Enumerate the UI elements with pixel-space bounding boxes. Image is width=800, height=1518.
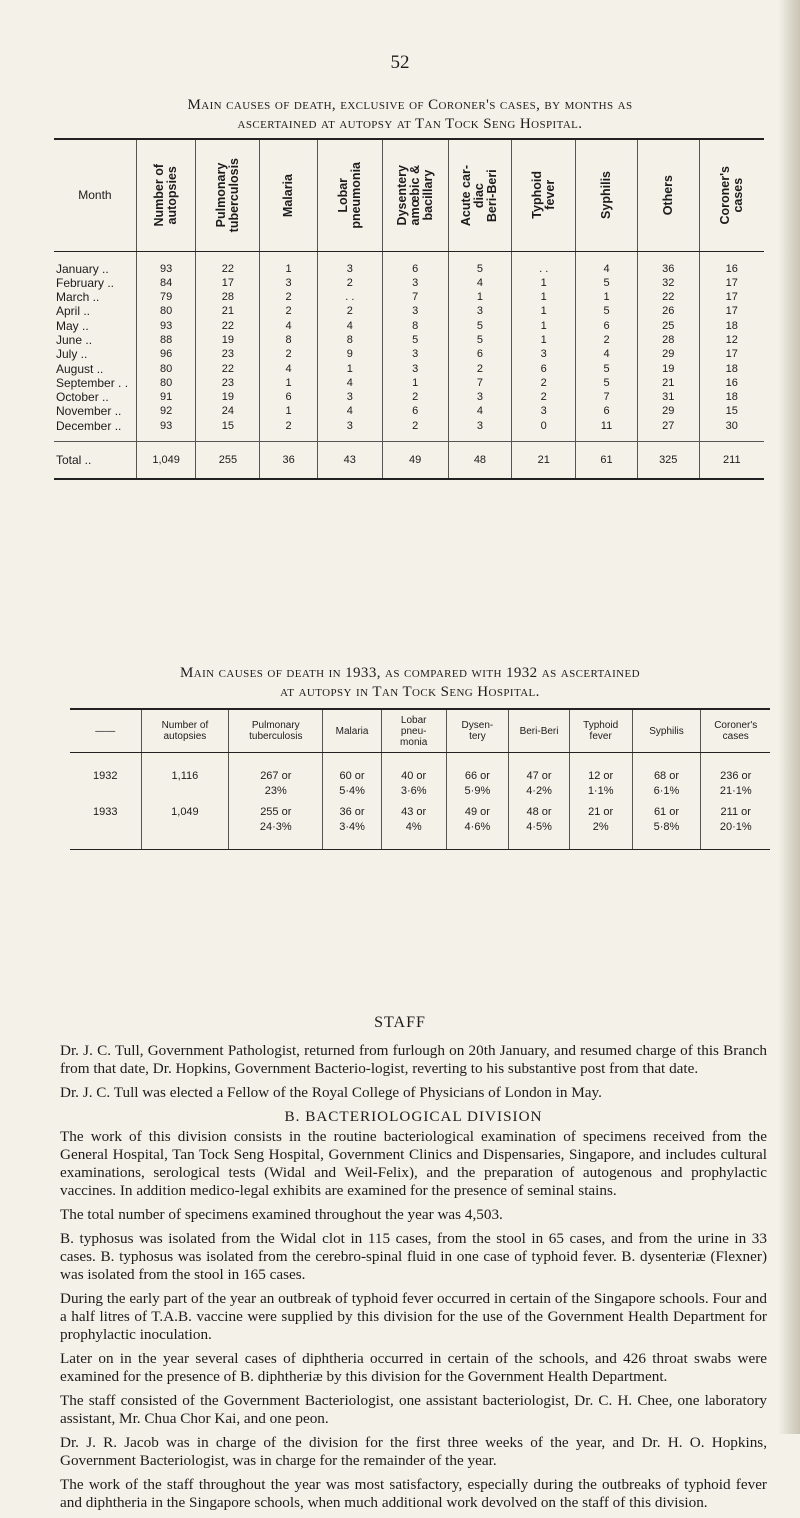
value-cell — [446, 799, 509, 850]
table1-header-cell — [637, 139, 699, 251]
value-cell: 79 — [136, 290, 196, 304]
yearly-comparison-table — [70, 708, 770, 850]
table-row — [54, 276, 764, 290]
table-row — [54, 304, 764, 318]
table2-header-cell: Dysen- tery — [446, 709, 509, 753]
value-cell — [446, 753, 509, 800]
value-cell: 6 — [512, 362, 576, 376]
table1-header-cell — [512, 139, 576, 251]
spacer-cell — [699, 433, 764, 442]
table2-header-cell: Malaria — [323, 709, 382, 753]
percent-text: 4·2% — [526, 785, 552, 797]
table1-header-row — [54, 139, 764, 251]
table1-header-label: Lobar pneumonia — [335, 161, 363, 229]
table2-body — [70, 753, 770, 850]
value-cell: 5 — [448, 251, 512, 276]
count-text: 47 or — [526, 770, 552, 782]
value-cell: 29 — [637, 347, 699, 361]
bacteriological-paragraph-7: Dr. J. R. Jacob was in charge of the division for the first three weeks of the year, and Dr. H. O. Hopkins, Government Bacteriologist, was in charge for the remainder of the year. — [60, 1434, 767, 1469]
value-cell: 18 — [699, 362, 764, 376]
value-cell: 80 — [136, 376, 196, 390]
spacer-cell — [637, 433, 699, 442]
value-cell — [632, 799, 701, 850]
value-cell: 4 — [260, 362, 318, 376]
table2-caption-line2: at autopsy in Tan Tock Seng Hospital. — [280, 684, 540, 700]
table-row — [54, 376, 764, 390]
value-cell — [509, 799, 570, 850]
value-cell: 80 — [136, 304, 196, 318]
spacer-cell — [317, 433, 382, 442]
table1-header-cell — [448, 139, 512, 251]
table-row — [54, 390, 764, 404]
value-cell: 6 — [382, 251, 448, 276]
total-cell: 211 — [699, 442, 764, 480]
month-cell: April .. — [56, 304, 91, 319]
value-cell: 2 — [512, 376, 576, 390]
value-cell: 2 — [382, 390, 448, 404]
table2-caption-line1: Main causes of death in 1933, as compared with 1932 as ascertained — [180, 665, 640, 681]
month-cell: September . . — [56, 375, 129, 390]
value-cell: 28 — [196, 290, 260, 304]
table2-header-cell: Coroner's cases — [701, 709, 770, 753]
value-cell: 28 — [637, 333, 699, 347]
value-cell — [229, 799, 323, 850]
value-cell: 26 — [637, 304, 699, 318]
count-text: 48 or — [526, 806, 552, 818]
total-cell: 43 — [317, 442, 382, 480]
value-cell: 2 — [317, 304, 382, 318]
table2-header-cell: —— — [70, 709, 141, 753]
value-cell: 16 — [699, 376, 764, 390]
value-cell: 19 — [196, 390, 260, 404]
value-cell: 3 — [382, 304, 448, 318]
value-cell: 1 — [512, 276, 576, 290]
table-row — [54, 251, 764, 276]
spacer-cell — [260, 433, 318, 442]
value-cell: 4 — [448, 276, 512, 290]
value-cell: 5 — [576, 276, 638, 290]
total-cell: 255 — [196, 442, 260, 480]
table-row — [70, 753, 770, 800]
table2-header-cell: Beri-Beri — [509, 709, 570, 753]
body-text — [60, 1042, 767, 1518]
count-text: 49 or — [464, 806, 490, 818]
page-edge-shadow — [778, 0, 800, 1434]
count-text: 21 or — [588, 806, 614, 818]
value-cell: 3 — [382, 276, 448, 290]
spacer-cell — [136, 433, 196, 442]
total-label: Total .. — [54, 442, 136, 480]
month-cell: May .. — [56, 318, 89, 333]
month-cell: June .. — [56, 332, 93, 347]
value-cell: 92 — [136, 404, 196, 418]
table2-header-cell: Number of autopsies — [141, 709, 229, 753]
value-cell: 2 — [576, 333, 638, 347]
count-text: 60 or — [339, 770, 365, 782]
value-cell — [509, 753, 570, 800]
count-text: 66 or — [464, 770, 490, 782]
value-cell: 17 — [699, 347, 764, 361]
table1-header-cell — [699, 139, 764, 251]
value-cell: 2 — [382, 419, 448, 433]
year-cell: 1933 — [70, 799, 141, 850]
value-cell: 1 — [260, 376, 318, 390]
value-cell: 6 — [576, 319, 638, 333]
table-row — [54, 347, 764, 361]
value-cell: 3 — [448, 390, 512, 404]
value-cell — [323, 799, 382, 850]
table1-caption-line2: ascertained at autopsy at Tan Tock Seng Hospital. — [237, 116, 583, 132]
percent-text: 3·4% — [339, 821, 365, 833]
value-cell: 3 — [382, 362, 448, 376]
value-cell — [701, 799, 770, 850]
value-cell: 27 — [637, 419, 699, 433]
value-cell: 5 — [382, 333, 448, 347]
value-cell: 1 — [512, 290, 576, 304]
month-cell: December .. — [56, 418, 122, 433]
value-cell: 3 — [512, 404, 576, 418]
table-row — [70, 799, 770, 850]
table-row — [54, 404, 764, 418]
table1-header-cell: Month — [54, 139, 136, 251]
value-cell: 96 — [136, 347, 196, 361]
table1-header-label: Number of autopsies — [152, 164, 180, 227]
table-row — [54, 319, 764, 333]
table1-header-label: Dysentery amœbic & bacillary — [394, 165, 435, 226]
value-cell: 5 — [448, 319, 512, 333]
value-cell: 17 — [196, 276, 260, 290]
value-cell: 1 — [512, 319, 576, 333]
table1-header-label: Malaria — [281, 173, 296, 217]
table1-header-label: Others — [660, 175, 675, 216]
month-cell: November .. — [56, 404, 122, 419]
value-cell: 22 — [637, 290, 699, 304]
value-cell: 31 — [637, 390, 699, 404]
value-cell: 84 — [136, 276, 196, 290]
table1-body — [54, 251, 764, 479]
value-cell: 93 — [136, 419, 196, 433]
value-cell: 1 — [317, 362, 382, 376]
value-cell: 36 — [637, 251, 699, 276]
value-cell: 7 — [448, 376, 512, 390]
total-cell: 49 — [382, 442, 448, 480]
spacer-cell — [512, 433, 576, 442]
value-cell — [381, 799, 446, 850]
table1-header-cell — [576, 139, 638, 251]
value-cell: 12 — [699, 333, 764, 347]
percent-text: 24·3% — [259, 821, 292, 833]
value-cell: 80 — [136, 362, 196, 376]
staff-paragraph-2: Dr. J. C. Tull was elected a Fellow of the Royal College of Physicians of London in May. — [60, 1084, 602, 1101]
value-cell: 1 — [382, 376, 448, 390]
bacteriological-paragraph-2: The total number of specimens examined throughout the year was 4,503. — [60, 1206, 503, 1223]
value-cell: 1 — [260, 404, 318, 418]
bacteriological-paragraph-6: The staff consisted of the Government Bacteriologist, one assistant bacteriologist, Dr. C. H. Chee, one laboratory assistant, Mr. Chua Chor Kai, and one peon. — [60, 1392, 767, 1427]
spacer-cell — [196, 433, 260, 442]
bacteriological-paragraph-3: B. typhosus was isolated from the Widal clot in 115 cases, from the stool in 65 cases, and from the urine in 33 cases. B. typhosus was isolated from the cerebro-spinal fluid in one case of typhoid fever. B. dysenteriæ (Flexner) was isolated from the stool in 165 cases. — [60, 1230, 767, 1283]
value-cell: 9 — [317, 347, 382, 361]
value-cell: 25 — [637, 319, 699, 333]
value-cell — [381, 753, 446, 800]
spacer-cell — [576, 433, 638, 442]
value-cell: 32 — [637, 276, 699, 290]
value-cell: 6 — [260, 390, 318, 404]
value-cell: 1 — [576, 290, 638, 304]
value-cell: 18 — [699, 390, 764, 404]
month-cell: March .. — [56, 290, 100, 305]
table2-header-cell: Syphilis — [632, 709, 701, 753]
value-cell: . . — [512, 251, 576, 276]
value-cell: 19 — [637, 362, 699, 376]
value-cell: 4 — [576, 347, 638, 361]
value-cell: 3 — [260, 276, 318, 290]
value-cell: 21 — [196, 304, 260, 318]
bacteriological-paragraph-1: The work of this division consists in the routine bacteriological examination of specimens received from the General Hospital, Tan Tock Seng Hospital, Government Clinics and Dispensaries, Singapore, and includes cultural examinations, serological tests (Widal and Weil-Felix), and the preparation of autogenous and prophylactic vaccines. In addition medico-legal exhibits are examined for the presence of seminal stains. — [60, 1128, 767, 1199]
value-cell: 3 — [317, 390, 382, 404]
value-cell: 22 — [196, 319, 260, 333]
percent-text: 1·1% — [587, 785, 614, 797]
value-cell: 24 — [196, 404, 260, 418]
table1-header-label: Syphilis — [599, 171, 613, 220]
value-cell: 16 — [699, 251, 764, 276]
percent-text: 5·8% — [653, 821, 680, 833]
month-cell: January .. — [56, 261, 109, 276]
count-text: 255 or — [260, 806, 292, 818]
total-cell: 325 — [637, 442, 699, 480]
value-cell: 23 — [196, 347, 260, 361]
autopsies-cell: 1,116 — [141, 753, 229, 800]
count-text: 36 or — [339, 806, 365, 818]
month-cell: October .. — [56, 390, 109, 405]
total-row — [54, 442, 764, 480]
value-cell: 17 — [699, 290, 764, 304]
count-text: 40 or — [401, 770, 427, 782]
spacer-row — [54, 433, 764, 442]
value-cell: 2 — [260, 419, 318, 433]
bacteriological-heading: B. BACTERIOLOGICAL DIVISION — [284, 1108, 543, 1125]
value-cell: 4 — [448, 404, 512, 418]
value-cell: 22 — [196, 362, 260, 376]
value-cell: 93 — [136, 251, 196, 276]
value-cell: 23 — [196, 376, 260, 390]
value-cell: 93 — [136, 319, 196, 333]
spacer-cell — [448, 433, 512, 442]
value-cell: 6 — [576, 404, 638, 418]
value-cell: 6 — [448, 347, 512, 361]
value-cell: 0 — [512, 419, 576, 433]
value-cell: 7 — [382, 290, 448, 304]
value-cell — [701, 753, 770, 800]
value-cell: 4 — [576, 251, 638, 276]
value-cell: 5 — [576, 362, 638, 376]
spacer-cell — [382, 433, 448, 442]
percent-text: 6·1% — [653, 785, 680, 797]
value-cell: 3 — [317, 419, 382, 433]
value-cell: 3 — [448, 419, 512, 433]
staff-paragraph-1: Dr. J. C. Tull, Government Pathologist, returned from furlough on 20th January, and resumed charge of this Branch from that date, Dr. Hopkins, Government Bacterio-logist, reverting to his substantive post from that date. — [60, 1042, 767, 1077]
month-cell: August .. — [56, 361, 104, 376]
percent-text: 4% — [405, 821, 422, 833]
value-cell: 5 — [448, 333, 512, 347]
autopsies-cell: 1,049 — [141, 799, 229, 850]
total-cell: 21 — [512, 442, 576, 480]
table2-header-cell: Pulmonary tuberculosis — [229, 709, 323, 753]
value-cell: 2 — [448, 362, 512, 376]
bacteriological-paragraph-4: During the early part of the year an outbreak of typhoid fever occurred in certain of the Singapore schools. Four and a half litres of T.A.B. vaccine were supplied by this division for the use of the Government Health Department for prophylactic inoculation. — [60, 1290, 767, 1343]
value-cell: 8 — [382, 319, 448, 333]
value-cell: 1 — [512, 333, 576, 347]
value-cell: 4 — [317, 376, 382, 390]
count-text: 267 or — [260, 770, 292, 782]
value-cell: 17 — [699, 276, 764, 290]
value-cell: 29 — [637, 404, 699, 418]
month-cell: February .. — [56, 275, 115, 290]
count-text: 211 or — [720, 806, 751, 818]
total-cell: 1,049 — [136, 442, 196, 480]
value-cell — [569, 753, 632, 800]
value-cell: 2 — [317, 276, 382, 290]
value-cell: 15 — [699, 404, 764, 418]
percent-text: 2% — [592, 821, 609, 833]
table1-header-label: Typhoid fever — [529, 171, 557, 220]
value-cell: 2 — [260, 347, 318, 361]
value-cell: 3 — [317, 251, 382, 276]
percent-text: 5·9% — [464, 785, 491, 797]
value-cell — [569, 799, 632, 850]
table-row — [54, 333, 764, 347]
value-cell: 4 — [260, 319, 318, 333]
value-cell: 19 — [196, 333, 260, 347]
count-text: 68 or — [653, 770, 680, 782]
table1-caption — [60, 96, 760, 134]
value-cell: 4 — [317, 319, 382, 333]
bacteriological-paragraph-8: The work of the staff throughout the year was most satisfactory, especially during the outbreaks of typhoid fever and diphtheria in the Singapore schools, when much additional work devolved on the staff of this division. — [60, 1476, 767, 1511]
value-cell: 91 — [136, 390, 196, 404]
year-cell: 1932 — [93, 770, 118, 782]
table1-caption-line1: Main causes of death, exclusive of Coroner's cases, by months as — [187, 97, 633, 113]
percent-text: 4·5% — [526, 821, 552, 833]
value-cell: 1 — [448, 290, 512, 304]
value-cell: 1 — [512, 304, 576, 318]
table1-header-label: Acute car- diac Beri-Beri — [459, 164, 500, 226]
value-cell: 2 — [260, 290, 318, 304]
table-row — [54, 290, 764, 304]
value-cell: 1 — [260, 251, 318, 276]
table2-header-cell: Lobar pneu- monia — [381, 709, 446, 753]
value-cell — [632, 753, 701, 800]
month-cell: July .. — [56, 347, 88, 362]
value-cell: 18 — [699, 319, 764, 333]
total-cell: 36 — [260, 442, 318, 480]
table-row — [54, 419, 764, 433]
value-cell — [229, 753, 323, 800]
value-cell: 7 — [576, 390, 638, 404]
table1-header-cell — [196, 139, 260, 251]
table1-header-label: Coroner's cases — [717, 165, 745, 225]
percent-text: 21·1% — [719, 785, 752, 797]
value-cell: 30 — [699, 419, 764, 433]
value-cell: 8 — [317, 333, 382, 347]
page-number: 52 — [390, 52, 410, 73]
value-cell: 2 — [260, 304, 318, 318]
staff-heading: STAFF — [374, 1014, 426, 1031]
count-text: 61 or — [653, 806, 680, 818]
value-cell: 22 — [196, 251, 260, 276]
bacteriological-paragraph-5: Later on in the year several cases of diphtheria occurred in certain of the schools, and 426 throat swabs were examined for the presence of B. diphtheriæ by this division for the Government Health Department. — [60, 1350, 767, 1385]
value-cell: 5 — [576, 304, 638, 318]
percent-text: 20·1% — [719, 821, 752, 833]
count-text: 236 or — [720, 770, 752, 782]
table1-header-cell — [136, 139, 196, 251]
table1-header-label: Pulmonary tuberculosis — [213, 158, 241, 233]
value-cell: 2 — [512, 390, 576, 404]
percent-text: 4·6% — [464, 821, 491, 833]
value-cell: 15 — [196, 419, 260, 433]
value-cell — [323, 753, 382, 800]
table1-header-cell — [260, 139, 318, 251]
count-text: 43 or — [401, 806, 427, 818]
spacer-cell — [54, 433, 136, 442]
value-cell: 3 — [382, 347, 448, 361]
value-cell: 11 — [576, 419, 638, 433]
percent-text: 5·4% — [339, 785, 365, 797]
value-cell: 5 — [576, 376, 638, 390]
table2-header-cell: Typhoid fever — [569, 709, 632, 753]
percent-text: 3·6% — [400, 785, 427, 797]
table2-caption — [60, 664, 760, 702]
value-cell: 21 — [637, 376, 699, 390]
table-row — [54, 362, 764, 376]
value-cell: 3 — [512, 347, 576, 361]
total-cell: 61 — [576, 442, 638, 480]
value-cell: 6 — [382, 404, 448, 418]
monthly-causes-table — [54, 138, 764, 480]
value-cell: 3 — [448, 304, 512, 318]
table1-header-cell — [382, 139, 448, 251]
value-cell: 8 — [260, 333, 318, 347]
count-text: 12 or — [588, 770, 614, 782]
percent-text: 23% — [264, 785, 287, 797]
value-cell: . . — [317, 290, 382, 304]
table2-header-row — [70, 709, 770, 753]
total-cell: 48 — [448, 442, 512, 480]
value-cell: 4 — [317, 404, 382, 418]
value-cell: 17 — [699, 304, 764, 318]
value-cell: 88 — [136, 333, 196, 347]
table1-header-cell — [317, 139, 382, 251]
